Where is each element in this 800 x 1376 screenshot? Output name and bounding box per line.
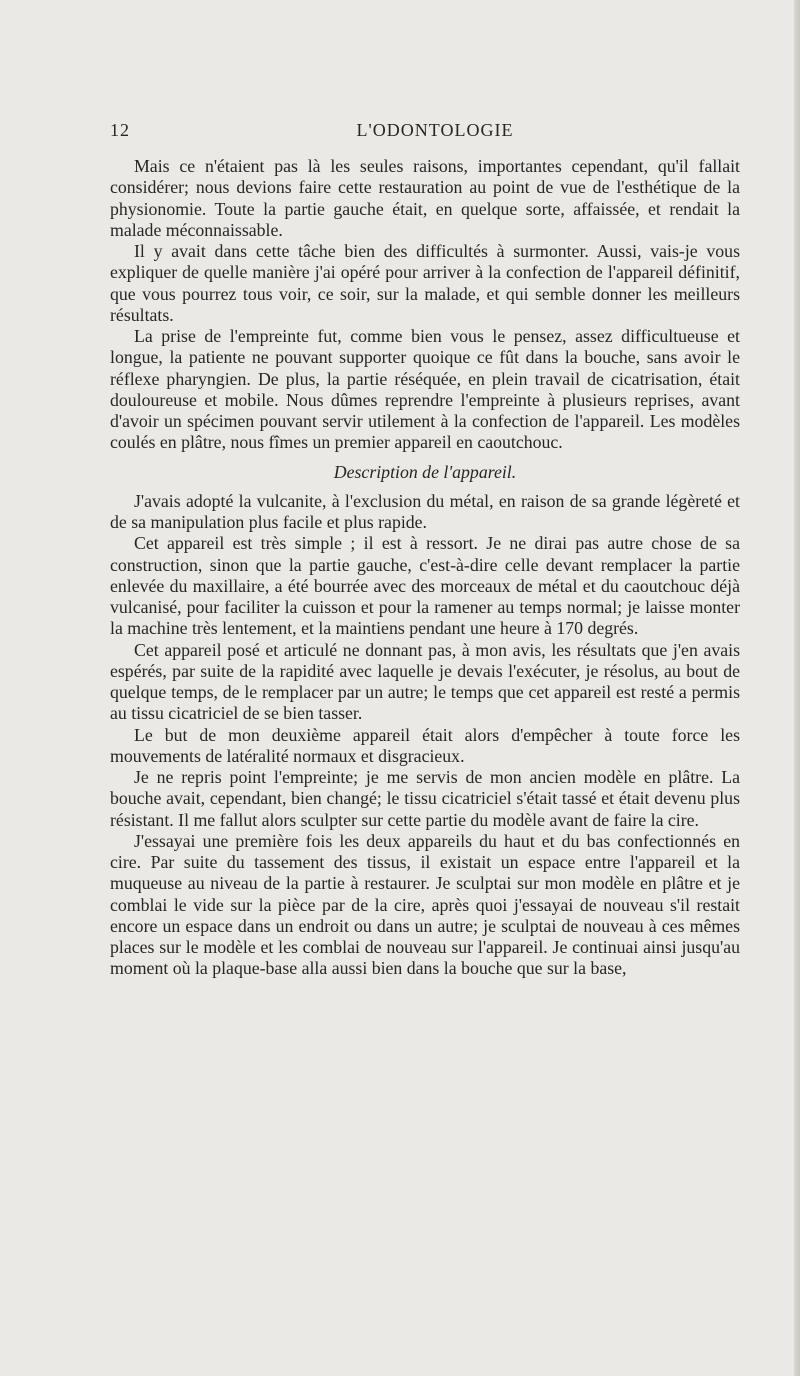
paragraph: J'essayai une première fois les deux appareils du haut et du bas confectionnés en cire. Par suite du tassement des tissus, il existait un espace entre l'appareil et la muqueuse au niveau de la partie à restaurer. Je sculptai sur mon modèle en plâtre et je comblai le vide sur la pièce par de la cire, après quoi j'essayai de nouveau s'il restait encore un espace dans un endroit ou dans un autre; je sculptai de nouveau à ces mêmes places sur le modèle et les comblai de nouveau sur l'appareil. Je continuai ainsi jusqu'au moment où la plaque-base alla aussi bien dans la bouche que sur la base, bbox=[110, 830, 740, 979]
section-heading: Description de l'appareil. bbox=[333, 461, 517, 482]
paragraph: Cet appareil posé et articulé ne donnant pas, à mon avis, les résultats que j'en avais espérés, par suite de la rapidité avec laquelle je devais l'exécuter, je résolus, au bout de quelque temps, de le remplacer par un autre; le temps que cet appareil est resté a permis au tissu cicatriciel de se bien tasser. bbox=[110, 639, 740, 724]
page-header bbox=[110, 120, 740, 144]
page-number: 12 bbox=[110, 120, 130, 140]
paragraph: Le but de mon deuxième appareil était alors d'empêcher à toute force les mouvements de latéralité normaux et disgracieux. bbox=[110, 724, 740, 766]
page-body bbox=[110, 156, 740, 980]
paragraph: Je ne repris point l'empreinte; je me servis de mon ancien modèle en plâtre. La bouche avait, cependant, bien changé; le tissu cicatriciel s'était tassé et était devenu plus résistant. Il me fallut alors sculpter sur cette partie du modèle avant de faire la cire. bbox=[110, 767, 740, 830]
paragraph: Mais ce n'étaient pas là les seules raisons, importantes cependant, qu'il fallait considérer; nous devions faire cette restauration au point de vue de l'esthétique de la physionomie. Toute la partie gauche était, en quelque sorte, affaissée, et rendait la malade méconnaissable. bbox=[110, 156, 740, 240]
paragraph: La prise de l'empreinte fut, comme bien vous le pensez, assez difficultueuse et longue, la patiente ne pouvant supporter quoique ce fût dans la bouche, sans avoir le réflexe pharyngien. De plus, la partie réséquée, en plein travail de cicatrisation, était douloureuse et mobile. Nous dûmes reprendre l'empreinte à plusieurs reprises, avant d'avoir un spécimen pouvant servir utilement à la confection de l'appareil. Les modèles coulés en plâtre, nous fîmes un premier appareil en caoutchouc. bbox=[110, 326, 740, 453]
paragraph: Il y avait dans cette tâche bien des difficultés à surmonter. Aussi, vais-je vous expliquer de quelle manière j'ai opéré pour arriver à la confection de l'appareil définitif, que vous pourrez tous voir, ce soir, sur la malade, et qui semble donner les meilleurs résultats. bbox=[110, 241, 740, 325]
running-title: L'ODONTOLOGIE bbox=[356, 120, 514, 140]
page-edge bbox=[794, 0, 800, 1376]
paragraph: Cet appareil est très simple ; il est à ressort. Je ne dirai pas autre chose de sa construction, sinon que la partie gauche, c'est-à-dire celle devant remplacer la partie enlevée du maxillaire, a été bourrée avec des morceaux de métal et du caoutchouc déjà vulcanisé, pour faciliter la cuisson et pour la ramener au temps normal; je laisse monter la machine très lentement, et la maintiens pendant une heure à 170 degrés. bbox=[110, 533, 740, 639]
paragraph: J'avais adopté la vulcanite, à l'exclusion du métal, en raison de sa grande légèreté et de sa manipulation plus facile et plus rapide. bbox=[110, 490, 740, 532]
